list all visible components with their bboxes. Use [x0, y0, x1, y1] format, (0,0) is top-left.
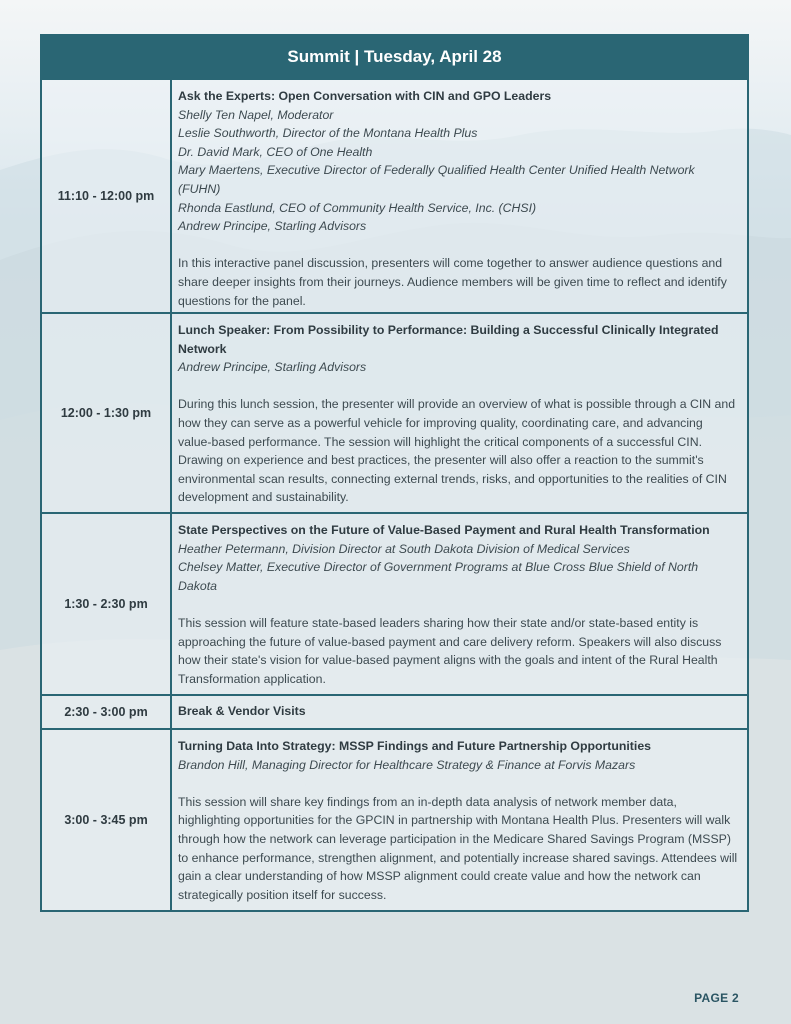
session-time: 3:00 - 3:45 pm — [42, 730, 172, 910]
schedule-header: Summit | Tuesday, April 28 — [42, 36, 747, 78]
session-speaker: Shelly Ten Napel, Moderator — [178, 107, 334, 122]
session-description: During this lunch session, the presenter will provide an overview of what is possible through a CIN and how they can serve as a powerful vehicle for improving quality, coordinating care, and advancing value-based performance. The session will highlight the critical components of a successful CIN. Drawing on experience and best practices, the presenter will also offer a reaction to the summit's environmental scan results, connecting external trends, risks, and opportunities to the realities of CIN development and sustainability. — [178, 397, 736, 505]
session-description: In this interactive panel discussion, presenters will come together to answer audience questions and share deeper insights from their journeys. Audience members will be given time to reflect and identify questions for the panel. — [178, 256, 727, 308]
session-speaker: Heather Petermann, Division Director at South Dakota Division of Medical Services — [178, 541, 630, 556]
session-row — [42, 728, 747, 910]
session-speaker: Rhonda Eastlund, CEO of Community Health Service, Inc. (CHSI) — [178, 200, 537, 215]
session-speaker: Andrew Principe, Starling Advisors — [178, 360, 367, 375]
session-content — [172, 696, 747, 728]
session-speaker: Brandon Hill, Managing Director for Healthcare Strategy & Finance at Forvis Mazars — [178, 757, 636, 772]
session-speaker: Mary Maertens, Executive Director of Federally Qualified Health Center Unified Health Network (FUHN) — [178, 163, 695, 196]
session-time: 1:30 - 2:30 pm — [42, 514, 172, 694]
session-row — [42, 512, 747, 694]
session-description: This session will feature state-based leaders sharing how their state and/or state-based entity is approaching the future of value-based payment and care delivery reform. Speakers will also discuss how their state's vision for value-based payment aligns with the goals and intent of the Rural Health Transformation application. — [178, 615, 722, 686]
session-title: Lunch Speaker: From Possibility to Performance: Building a Successful Clinically Integrated Network — [178, 323, 719, 356]
session-title: State Perspectives on the Future of Value-Based Payment and Rural Health Transformation — [178, 523, 710, 537]
session-speaker: Dr. David Mark, CEO of One Health — [178, 144, 373, 159]
session-content — [172, 730, 747, 910]
session-time: 12:00 - 1:30 pm — [42, 314, 172, 512]
session-content — [172, 80, 747, 312]
session-time: 2:30 - 3:00 pm — [42, 696, 172, 728]
page-number: PAGE 2 — [694, 991, 739, 1005]
session-speaker: Chelsey Matter, Executive Director of Government Programs at Blue Cross Blue Shield of North Dakota — [178, 560, 699, 593]
session-speaker: Leslie Southworth, Director of the Montana Health Plus — [178, 126, 478, 141]
session-row — [42, 312, 747, 512]
session-speaker: Andrew Principe, Starling Advisors — [178, 219, 367, 234]
session-title: Break & Vendor Visits — [178, 704, 306, 718]
session-title: Ask the Experts: Open Conversation with CIN and GPO Leaders — [178, 89, 552, 103]
session-title: Turning Data Into Strategy: MSSP Findings and Future Partnership Opportunities — [178, 739, 651, 753]
session-time: 11:10 - 12:00 pm — [42, 80, 172, 312]
session-content — [172, 514, 747, 694]
session-row — [42, 78, 747, 312]
session-row — [42, 694, 747, 728]
schedule-table — [40, 34, 749, 912]
session-description: This session will share key findings from an in-depth data analysis of network member data, highlighting opportunities for the GPCIN in partnership with Montana Health Plus. Presenters will walk through how the network can leverage participation in the Medicare Shared Savings Program (MSSP) to enhance performance, strengthen alignment, and potentially increase shared savings. Attendees will gain a clear understanding of how MSSP alignment could create value and how the network can strategically position itself for success. — [178, 794, 738, 902]
session-content — [172, 314, 747, 512]
